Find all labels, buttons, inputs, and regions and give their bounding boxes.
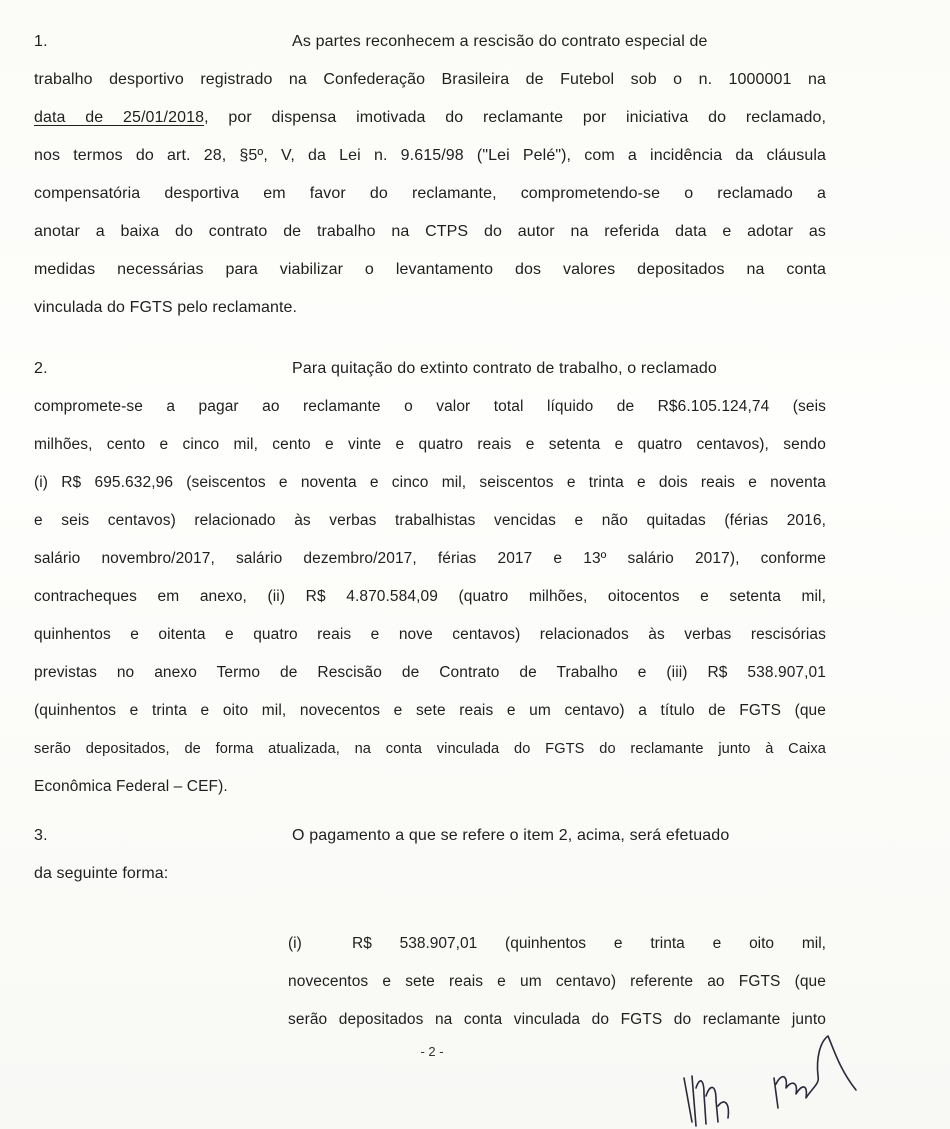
underlined-date: data de 25/01/2018 xyxy=(34,109,205,126)
clause-lead: As partes reconhecem a rescisão do contrato especial de xyxy=(292,33,708,50)
clause-line: milhões, cento e cinco mil, cento e vinte e quatro reais e setenta e quatro centavos), sendo xyxy=(34,436,826,453)
clause-line: previstas no anexo Termo de Rescisão de Contrato de Trabalho e (iii) R$ 538.907,01 xyxy=(34,664,826,681)
clause-2-head xyxy=(34,350,826,388)
page-number: - 2 - xyxy=(420,1044,444,1059)
clause-line: nos termos do art. 28, §5º, V, da Lei n. 9.615/98 ("Lei Pelé"), com a incidência da cláusula xyxy=(34,147,826,164)
clause-line: Econômica Federal – CEF). xyxy=(34,778,228,795)
clause-number: 1. xyxy=(34,33,48,50)
clause-line: medidas necessárias para viabilizar o levantamento dos valores depositados na conta xyxy=(34,261,826,278)
subitem-line: serão depositados na conta vinculada do FGTS do reclamante junto xyxy=(288,1011,826,1028)
clause-line: (i) R$ 695.632,96 (seiscentos e noventa e cinco mil, seiscentos e trinta e dois reais e noventa xyxy=(34,474,826,491)
clause-line: anotar a baixa do contrato de trabalho na CTPS do autor na referida data e adotar as xyxy=(34,223,826,240)
clause-number: 2. xyxy=(34,360,48,377)
clause-1-head xyxy=(34,23,826,61)
subitem-lead-line xyxy=(288,925,826,963)
clause-3 xyxy=(34,817,826,893)
clause-line: da seguinte forma: xyxy=(34,865,169,882)
clause-number: 3. xyxy=(34,827,48,844)
clause-lead: Para quitação do extinto contrato de trabalho, o reclamado xyxy=(292,360,717,377)
clause-line: compromete-se a pagar ao reclamante o valor total líquido de R$6.105.124,74 (seis xyxy=(34,398,826,415)
subitem-lead: R$ 538.907,01 (quinhentos e trinta e oito mil, xyxy=(352,935,826,952)
subitem-marker: (i) xyxy=(288,935,302,952)
handwritten-initials xyxy=(670,1018,870,1129)
clause-line: salário novembro/2017, salário dezembro/2017, férias 2017 e 13º salário 2017), conforme xyxy=(34,550,826,567)
clause-line: vinculada do FGTS pelo reclamante. xyxy=(34,299,298,316)
clause-line: serão depositados, de forma atualizada, na conta vinculada do FGTS do reclamante junto à Caixa xyxy=(34,741,826,757)
clause-line: e seis centavos) relacionado às verbas trabalhistas vencidas e não quitadas (férias 2016, xyxy=(34,512,826,529)
clause-lead: O pagamento a que se refere o item 2, acima, será efetuado xyxy=(292,827,730,844)
clause-line: contracheques em anexo, (ii) R$ 4.870.584,09 (quatro milhões, oitocentos e setenta mil, xyxy=(34,588,826,605)
clause-line: quinhentos e oitenta e quatro reais e nove centavos) relacionados às verbas rescisórias xyxy=(34,626,826,643)
clause-line-rest: , por dispensa imotivada do reclamante por iniciativa do reclamado, xyxy=(204,109,826,126)
clause-line: (quinhentos e trinta e oito mil, novecentos e sete reais e um centavo) a título de FGTS (que xyxy=(34,702,826,719)
clause-line: compensatória desportiva em favor do reclamante, comprometendo-se o reclamado a xyxy=(34,185,826,202)
subitem-line: novecentos e sete reais e um centavo) referente ao FGTS (que xyxy=(288,973,826,990)
clause-line: trabalho desportivo registrado na Confederação Brasileira de Futebol sob o n. 1000001 na xyxy=(34,71,826,88)
clause-3-head xyxy=(34,817,826,855)
clause-1 xyxy=(34,23,826,327)
clause-2 xyxy=(34,350,826,806)
clause-line-date xyxy=(34,99,826,137)
